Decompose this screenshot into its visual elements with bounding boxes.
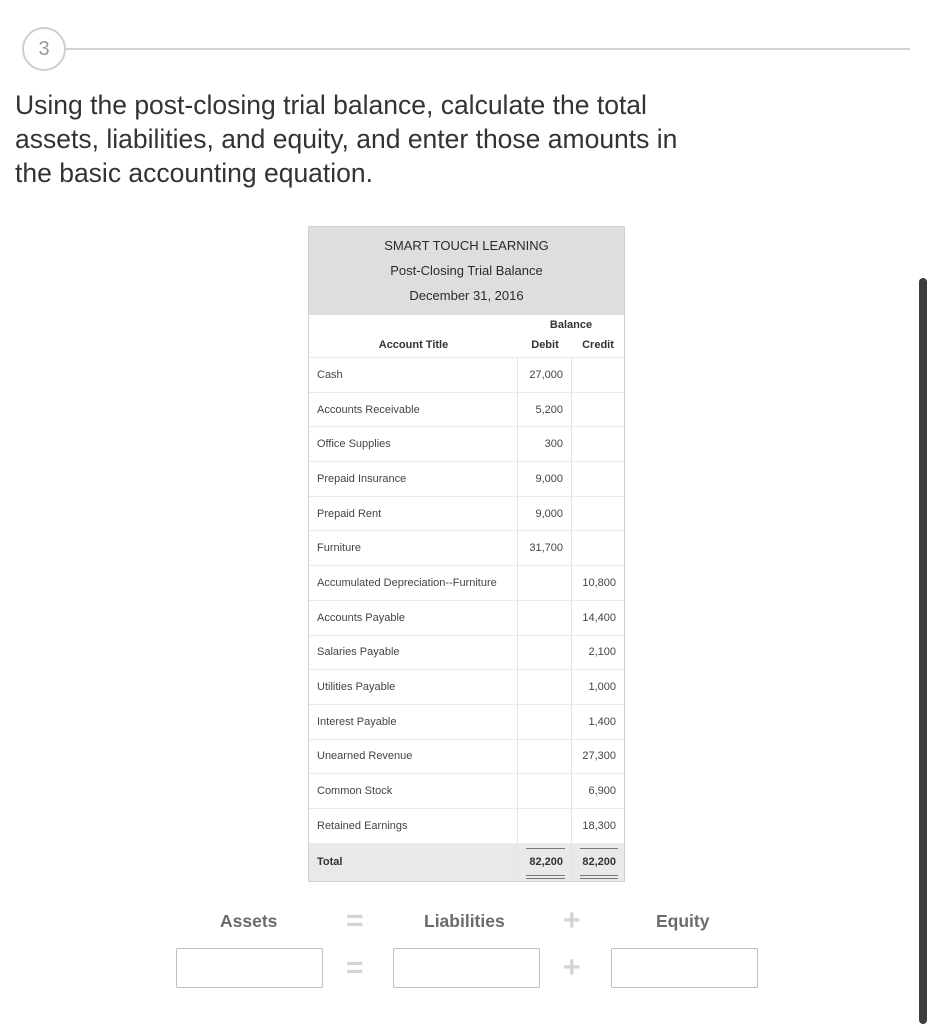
liabilities-input[interactable] <box>393 948 540 988</box>
account-title-cell: Accounts Receivable <box>309 393 518 427</box>
account-title-cell: Utilities Payable <box>309 670 518 704</box>
account-title-cell: Retained Earnings <box>309 809 518 843</box>
table-row <box>309 461 624 496</box>
total-label: Total <box>309 844 518 881</box>
debit-cell: 9,000 <box>518 462 572 496</box>
account-title-cell: Cash <box>309 358 518 392</box>
double-underline <box>526 875 565 876</box>
account-title-cell: Unearned Revenue <box>309 740 518 774</box>
balance-header: Balance <box>549 319 593 331</box>
table-row <box>309 357 624 392</box>
table-row <box>309 808 624 843</box>
step-divider <box>66 48 910 50</box>
account-title-cell: Prepaid Insurance <box>309 462 518 496</box>
account-title-cell: Salaries Payable <box>309 636 518 670</box>
vertical-scrollbar[interactable] <box>919 278 927 1024</box>
debit-cell <box>518 705 572 739</box>
account-title-cell: Prepaid Rent <box>309 497 518 531</box>
assets-label: Assets <box>220 911 278 931</box>
assets-input[interactable] <box>176 948 323 988</box>
total-debit-cell <box>518 844 572 881</box>
credit-cell: 2,100 <box>588 646 616 659</box>
table-row <box>309 426 624 461</box>
double-underline <box>580 878 618 879</box>
debit-cell: 5,200 <box>518 393 572 427</box>
equals-sign: = <box>346 904 364 937</box>
question-instructions: Using the post-closing trial balance, calculate the total assets, liabilities, and equity, and enter those amounts in the basic accounting equation. <box>15 90 678 188</box>
credit-cell <box>572 427 624 461</box>
company-name: SMART TOUCH LEARNING <box>384 238 549 253</box>
table-row <box>309 739 624 774</box>
account-title-cell: Common Stock <box>309 774 518 808</box>
account-title-cell: Office Supplies <box>309 427 518 461</box>
double-underline <box>580 875 618 876</box>
equity-input[interactable] <box>611 948 758 988</box>
credit-cell: 18,300 <box>582 819 616 832</box>
credit-header: Credit <box>582 339 614 351</box>
credit-cell: 27,300 <box>582 750 616 763</box>
credit-cell: 6,900 <box>588 785 616 798</box>
table-row <box>309 600 624 635</box>
account-title-cell: Furniture <box>309 531 518 565</box>
liabilities-label: Liabilities <box>424 911 505 931</box>
plus-sign: + <box>563 904 581 937</box>
account-title-cell: Accumulated Depreciation--Furniture <box>309 566 518 600</box>
debit-cell: 31,700 <box>518 531 572 565</box>
total-credit-cell <box>572 844 624 881</box>
single-underline <box>526 848 565 849</box>
debit-header: Debit <box>531 339 559 351</box>
table-row <box>309 496 624 531</box>
debit-cell <box>518 566 572 600</box>
account-title-cell: Interest Payable <box>309 705 518 739</box>
credit-cell <box>572 393 624 427</box>
credit-cell: 10,800 <box>582 576 616 589</box>
debit-cell <box>518 809 572 843</box>
credit-cell: 1,000 <box>588 681 616 694</box>
table-row <box>309 704 624 739</box>
step-number-badge <box>22 27 66 71</box>
trial-balance-header <box>309 227 624 315</box>
credit-cell <box>572 462 624 496</box>
total-row <box>309 843 624 881</box>
trial-balance-table <box>308 226 625 882</box>
report-date: December 31, 2016 <box>409 288 524 303</box>
equity-label: Equity <box>656 911 710 931</box>
double-underline <box>526 878 565 879</box>
report-title: Post-Closing Trial Balance <box>390 263 543 278</box>
credit-cell: 14,400 <box>582 611 616 624</box>
debit-cell <box>518 601 572 635</box>
equals-sign: = <box>346 951 364 984</box>
debit-cell <box>518 670 572 704</box>
total-debit: 82,200 <box>529 856 563 869</box>
table-row <box>309 530 624 565</box>
column-headers <box>309 315 624 357</box>
table-row <box>309 392 624 427</box>
credit-cell <box>572 358 624 392</box>
account-title-cell: Accounts Payable <box>309 601 518 635</box>
debit-cell <box>518 774 572 808</box>
debit-cell <box>518 740 572 774</box>
credit-cell: 1,400 <box>588 715 616 728</box>
credit-cell <box>572 531 624 565</box>
debit-cell: 300 <box>518 427 572 461</box>
debit-cell <box>518 636 572 670</box>
table-row <box>309 565 624 600</box>
trial-balance-rows <box>309 357 624 843</box>
plus-sign: + <box>563 951 581 984</box>
total-credit: 82,200 <box>582 856 616 869</box>
step-number: 3 <box>38 37 50 60</box>
table-row <box>309 773 624 808</box>
single-underline <box>580 848 618 849</box>
debit-cell: 27,000 <box>518 358 572 392</box>
table-row <box>309 669 624 704</box>
credit-cell <box>572 497 624 531</box>
table-row <box>309 635 624 670</box>
account-title-header: Account Title <box>378 339 449 351</box>
debit-cell: 9,000 <box>518 497 572 531</box>
